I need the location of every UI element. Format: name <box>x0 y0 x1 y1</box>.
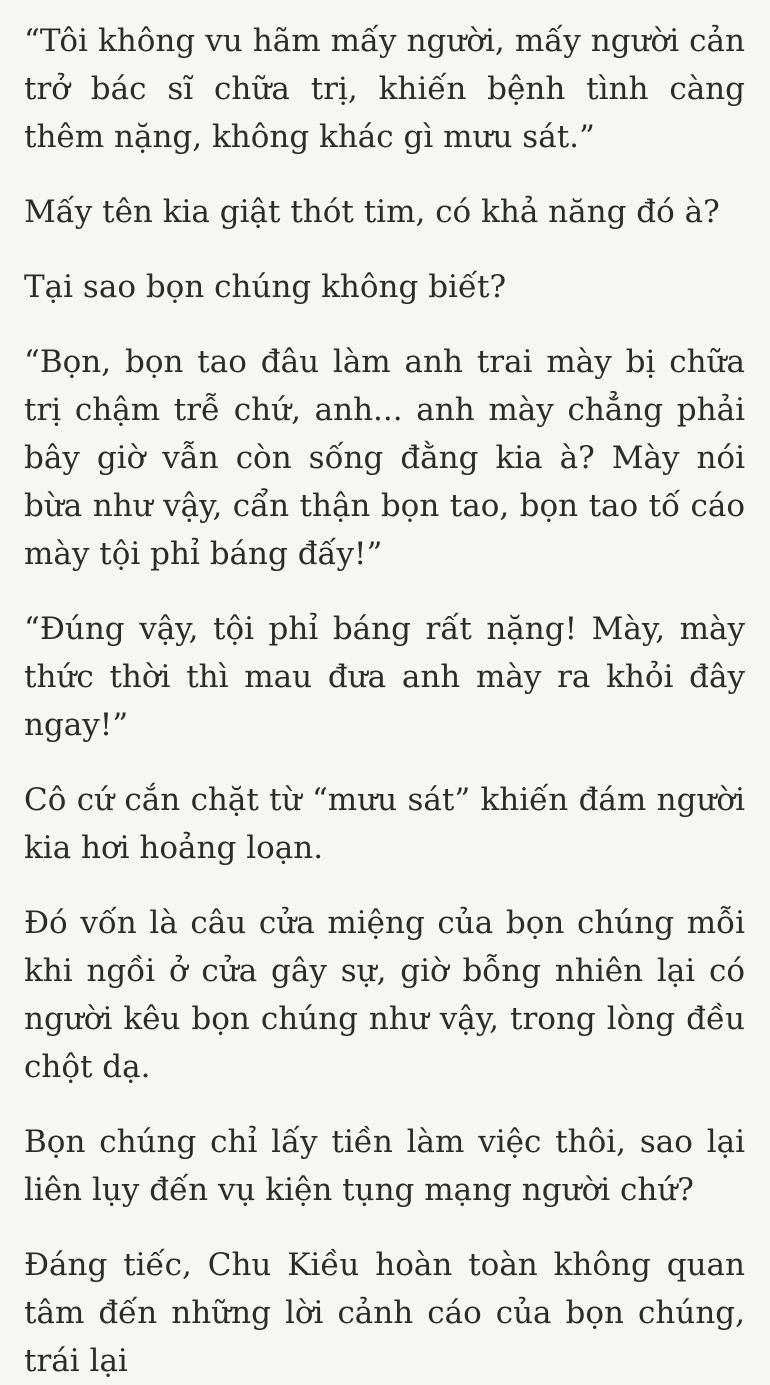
paragraph: “Tôi không vu hãm mấy người, mấy người cản trở bác sĩ chữa trị, khiến bệnh tình càng thêm nặng, không khác gì mưu sát.” <box>24 23 745 155</box>
paragraph: Tại sao bọn chúng không biết? <box>24 269 507 305</box>
paragraph: Đó vốn là câu cửa miệng của bọn chúng mỗi khi ngồi ở cửa gây sự, giờ bỗng nhiên lại có người kêu bọn chúng như vậy, trong lòng đều chột dạ. <box>24 905 745 1085</box>
paragraph: Đáng tiếc, Chu Kiều hoàn toàn không quan tâm đến những lời cảnh cáo của bọn chúng, trái lại <box>24 1247 745 1379</box>
paragraph: “Đúng vậy, tội phỉ báng rất nặng! Mày, mày thức thời thì mau đưa anh mày ra khỏi đây ngay!” <box>24 611 745 743</box>
paragraph: “Bọn, bọn tao đâu làm anh trai mày bị chữa trị chậm trễ chứ, anh... anh mày chẳng phải bây giờ vẫn còn sống đằng kia à? Mày nói bừa như vậy, cẩn thận bọn tao, bọn tao tố cáo mày tội phỉ báng đấy!” <box>24 344 745 572</box>
paragraph: Mấy tên kia giật thót tim, có khả năng đó à? <box>24 194 720 230</box>
paragraph: Cô cứ cắn chặt từ “mưu sát” khiến đám người kia hơi hoảng loạn. <box>24 782 745 866</box>
paragraph: Bọn chúng chỉ lấy tiền làm việc thôi, sao lại liên lụy đến vụ kiện tụng mạng người chứ? <box>24 1124 745 1208</box>
